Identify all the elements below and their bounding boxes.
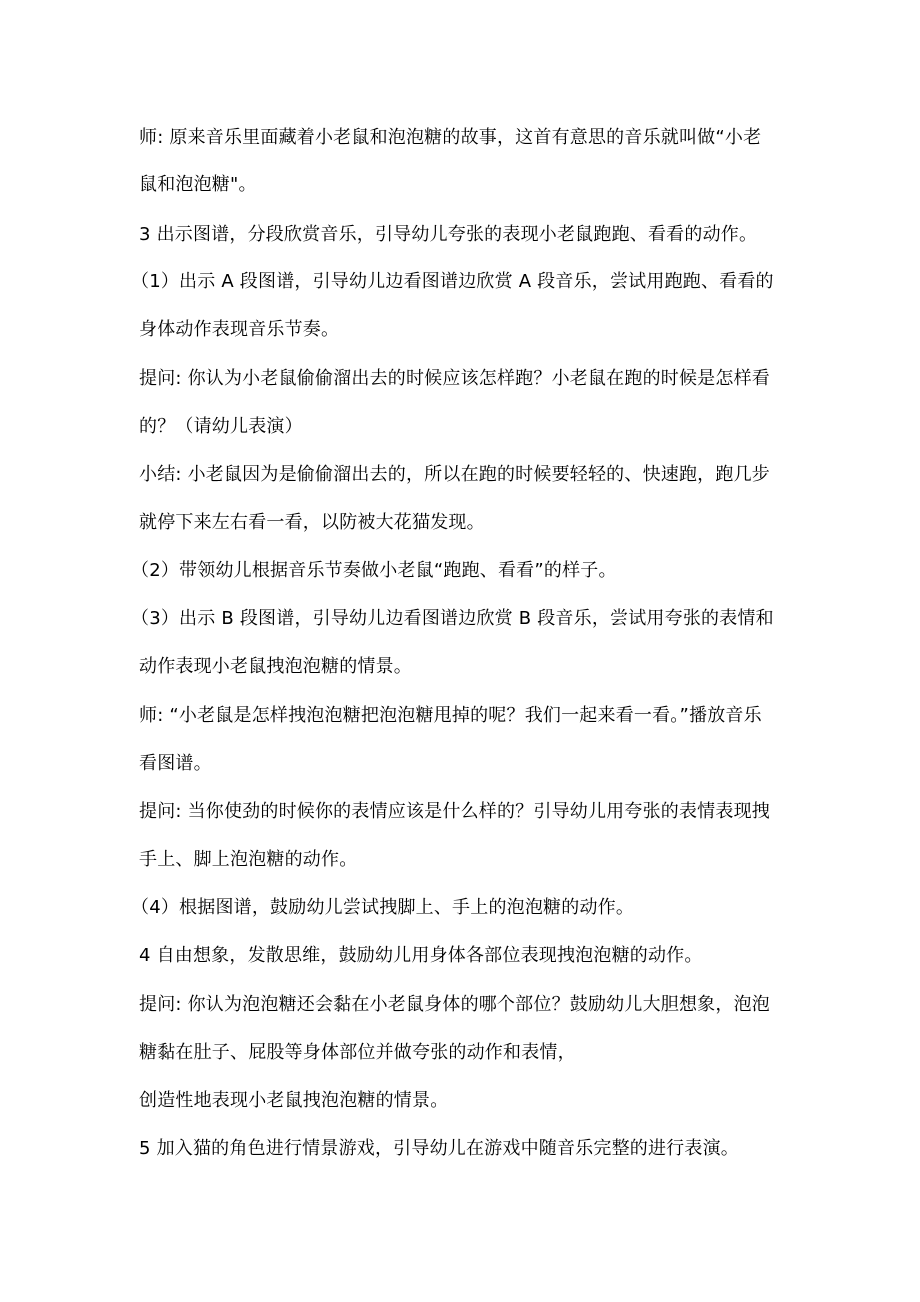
text-line: 5 加入猫的角色进行情景游戏，引导幼儿在游戏中随音乐完整的进行表演。: [139, 1138, 739, 1159]
text-line: （1）出示 A 段图谱，引导幼儿边看图谱边欣赏 A 段音乐，尝试用跑跑、看看的: [131, 271, 774, 292]
text-line: 身体动作表现音乐节奏。: [139, 319, 340, 340]
text-line: 3 出示图谱，分段欣赏音乐，引导幼儿夸张的表现小老鼠跑跑、看看的动作。: [139, 224, 758, 245]
text-line: 糖黏在肚子、屁股等身体部位并做夸张的动作和表情，: [139, 1042, 576, 1063]
text-line: （2）带领幼儿根据音乐节奏做小老鼠“跑跑、看看”的样子。: [131, 560, 617, 581]
text-line: 师: 原来音乐里面藏着小老鼠和泡泡糖的故事，这首有意思的音乐就叫做“小老: [139, 127, 762, 148]
text-line: 提问: 你认为小老鼠偷偷溜出去的时候应该怎样跑？小老鼠在跑的时候是怎样看: [139, 368, 770, 389]
text-line: 鼠和泡泡糖"。: [139, 174, 257, 195]
text-line: 看图谱。: [139, 753, 212, 774]
text-line: 就停下来左右看一看，以防被大花猫发现。: [139, 512, 485, 533]
text-line: 动作表现小老鼠拽泡泡糖的情景。: [139, 656, 412, 677]
text-line: 师: “小老鼠是怎样拽泡泡糖把泡泡糖甩掉的呢？我们一起来看一看。”播放音乐: [139, 705, 762, 726]
text-line: 创造性地表现小老鼠拽泡泡糖的情景。: [139, 1090, 449, 1111]
text-line: 4 自由想象，发散思维，鼓励幼儿用身体各部位表现拽泡泡糖的动作。: [139, 945, 703, 966]
text-line: 提问: 当你使劲的时候你的表情应该是什么样的？引导幼儿用夸张的表情表现拽: [139, 801, 770, 822]
text-line: 小结: 小老鼠因为是偷偷溜出去的，所以在跑的时候要轻轻的、快速跑，跑几步: [139, 464, 770, 485]
text-line: 手上、脚上泡泡糖的动作。: [139, 849, 358, 870]
text-line: （3）出示 B 段图谱，引导幼儿边看图谱边欣赏 B 段音乐，尝试用夸张的表情和: [131, 608, 774, 629]
text-line: 的？（请幼儿表演）: [139, 416, 303, 437]
text-line: 提问: 你认为泡泡糖还会黏在小老鼠身体的哪个部位？鼓励幼儿大胆想象，泡泡: [139, 994, 770, 1015]
text-line: （4）根据图谱，鼓励幼儿尝试拽脚上、手上的泡泡糖的动作。: [131, 897, 635, 918]
